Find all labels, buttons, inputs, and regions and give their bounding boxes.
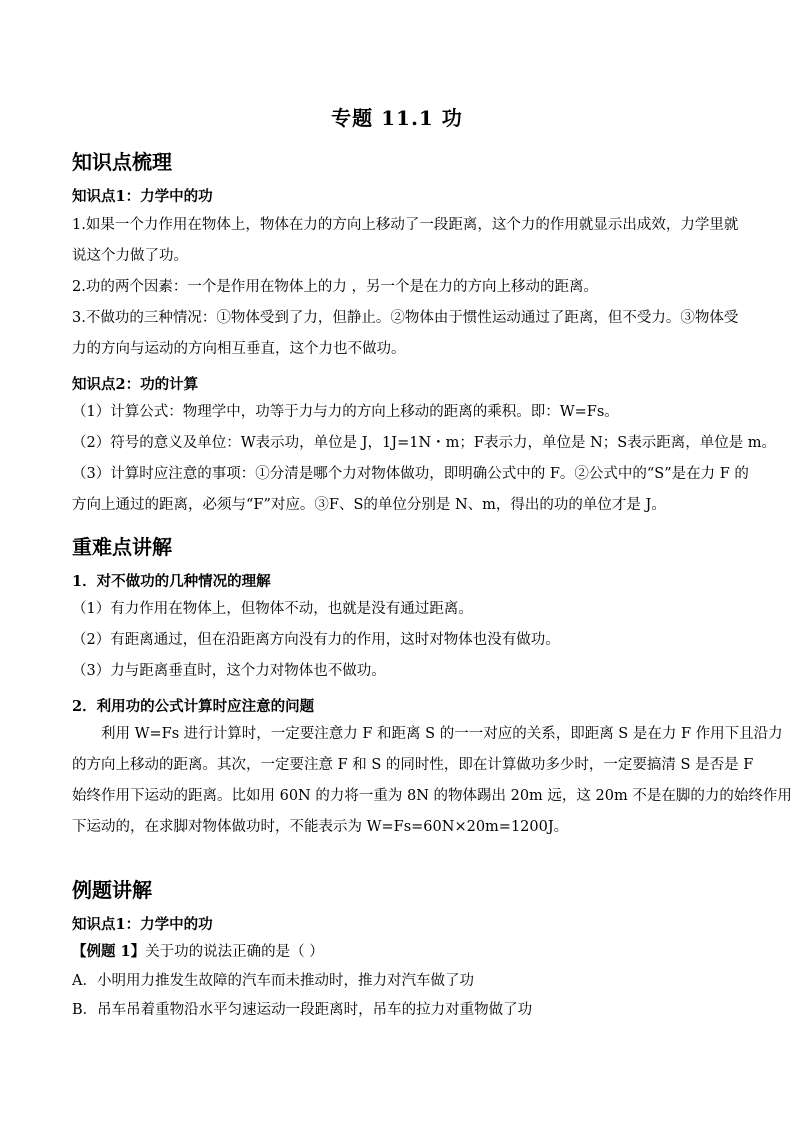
- text-line: 利用 W=Fs 进行计算时，一定要注意力 F 和距离 S 的一一对应的关系，即距离 S 是在力 F 作用下且沿力: [101, 726, 783, 742]
- section-heading-knowledge: 知识点梳理: [72, 150, 172, 174]
- text-line: 1.如果一个力作用在物体上，物体在力的方向上移动了一段距离，这个力的作用就显示出成效，力学里就: [72, 217, 739, 233]
- example-label: 【例题 1】: [72, 943, 146, 960]
- key-point-2-title: 2．利用功的公式计算时应注意的问题: [72, 698, 315, 715]
- text-line: （3）计算时应注意的事项：①分清是哪个力对物体做功，即明确公式中的 F。②公式中的“S”是在力 F 的: [72, 466, 749, 482]
- example-question: [72, 937, 724, 967]
- knowledge-point-1-body: [72, 210, 739, 365]
- example-1-body: [72, 937, 724, 1025]
- text-line: 下运动的，在求脚对物体做功时，不能表示为 W=Fs=60N×20m=1200J。: [72, 819, 569, 835]
- text-line: 的方向上移动的距离。其次，一定要注意 F 和 S 的同时性，即在计算做功多少时，一定要搞清 S 是否是 F: [72, 757, 754, 773]
- option-b: B．吊车吊着重物沿水平匀速运动一段距离时，吊车的拉力对重物做了功: [72, 1002, 533, 1018]
- text-line: （2）有距离通过，但在沿距离方向没有力的作用，这时对物体也没有做功。: [72, 632, 560, 648]
- key-point-2-body: [72, 719, 792, 843]
- text-line: （2）符号的意义及单位：W表示功，单位是 J，1J=1N・m；F表示力，单位是 N；S表示距离，单位是 m。: [72, 435, 777, 451]
- key-point-1-title: 1．对不做功的几种情况的理解: [72, 573, 271, 590]
- text-line: （1）有力作用在物体上，但物体不动，也就是没有通过距离。: [72, 601, 473, 617]
- text-line: （1）计算公式：物理学中，功等于力与力的方向上移动的距离的乘积。即：W=Fs。: [72, 404, 619, 420]
- knowledge-point-2-title: 知识点2：功的计算: [72, 376, 199, 393]
- section-heading-key-points: 重难点讲解: [72, 535, 172, 559]
- text-line: （3）力与距离垂直时，这个力对物体也不做功。: [72, 663, 386, 679]
- knowledge-point-1-title: 知识点1：力学中的功: [72, 188, 213, 205]
- text-line: 3.不做功的三种情况：①物体受到了力，但静止。②物体由于惯性运动通过了距离，但不受力。③物体受: [72, 310, 739, 326]
- text-line: 力的方向与运动的方向相互垂直，这个力也不做功。: [72, 341, 406, 357]
- text-line: 说这个力做了功。: [72, 248, 188, 264]
- example-knowledge-point-title: 知识点1：力学中的功: [72, 916, 213, 933]
- question-text: 关于功的说法正确的是（ ）: [145, 944, 324, 960]
- knowledge-point-2-body: [72, 397, 777, 521]
- text-line: 2.功的两个因素：一个是作用在物体上的力 ，另一个是在力的方向上移动的距离。: [72, 279, 598, 295]
- option-a: A．小明用力推发生故障的汽车而未推动时，推力对汽车做了功: [72, 973, 474, 989]
- key-point-1-body: [72, 594, 724, 687]
- text-line: 始终作用下运动的距离。比如用 60N 的力将一重为 8N 的物体踢出 20m 远，这 20m 不是在脚的力的始终作用: [72, 788, 792, 804]
- section-heading-examples: 例题讲解: [72, 878, 152, 902]
- text-line: 方向上通过的距离，必须与“F”对应。③F、S的单位分别是 N、m，得出的功的单位才是 J。: [72, 497, 666, 513]
- page-title: 专题 11.1 功: [331, 106, 463, 130]
